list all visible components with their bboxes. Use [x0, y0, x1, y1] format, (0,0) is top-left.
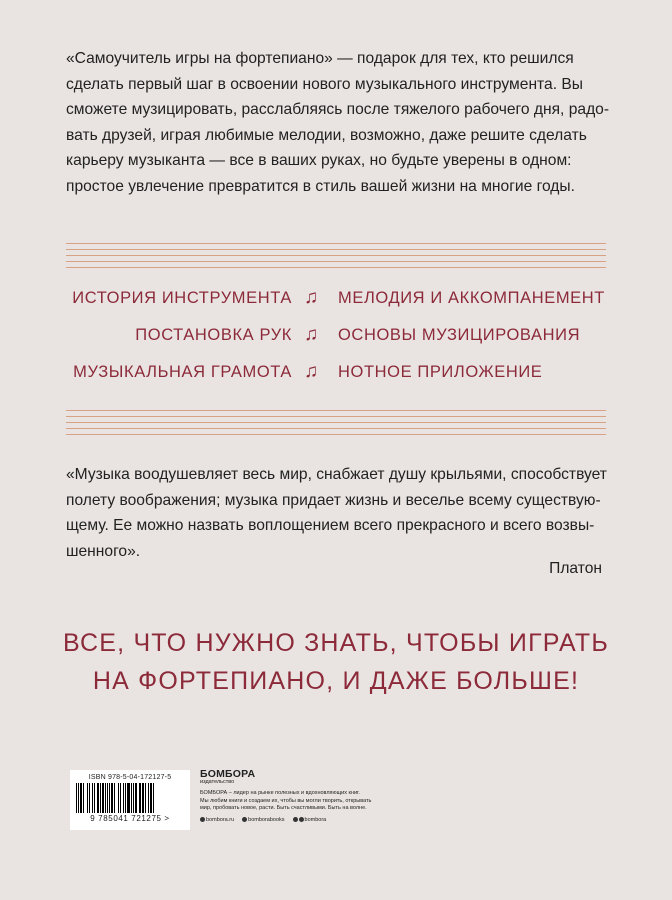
music-staff-bottom — [66, 410, 606, 440]
intro-line: сделать первый шаг в освоении нового музыкального инструмента. Вы — [66, 75, 583, 93]
publisher-subtitle: издательство — [200, 779, 235, 785]
music-note-icon: ♫ — [304, 287, 319, 308]
isbn-label: ISBN 978-5-04-172127-5 — [88, 774, 172, 781]
intro-line: карьеру музыканта — все в ваших руках, но будьте уверены в одном: — [66, 152, 572, 169]
intro-line: сможете музицировать, расслабляясь после тяжелого рабочего дня, радо- — [66, 101, 610, 118]
slogan — [0, 624, 672, 700]
telegram-icon — [299, 817, 304, 822]
publisher-description-line: БОМБОРА – лидер на рынке полезных и вдохновляющих книг. — [200, 790, 360, 796]
barcode-bars — [76, 783, 184, 813]
publisher-links — [200, 817, 420, 823]
barcode — [70, 770, 190, 830]
topic-item: МЕЛОДИЯ И АККОМПАНЕМЕНТ — [338, 289, 605, 307]
quote-line: полету воображения; музыка придает жизнь и веселье всему существую- — [66, 491, 601, 509]
publisher-block — [200, 768, 420, 823]
vk-icon — [242, 817, 247, 822]
publisher-description — [200, 790, 420, 813]
quote-line: «Музыка воодушевляет весь мир, снабжает душу крыльями, способствует — [66, 466, 607, 483]
topic-row — [0, 289, 672, 313]
website-link: bombora.ru — [200, 817, 234, 823]
quote-line: щему. Ее можно назвать воплощением всего прекрасного и всего возвы- — [66, 517, 595, 534]
topic-item: ПОСТАНОВКА РУК — [135, 326, 292, 344]
vk-link: bomborabooks — [242, 817, 284, 823]
music-staff-top — [66, 243, 606, 273]
quote-line: шенного». — [66, 542, 141, 560]
topic-item: НОТНОЕ ПРИЛОЖЕНИЕ — [338, 363, 543, 381]
topic-item: МУЗЫКАЛЬНАЯ ГРАМОТА — [73, 363, 292, 381]
quote-author: Платон — [549, 560, 602, 577]
publisher-description-line: Мы любим книги и создаем их, чтобы вы могли творить, открывать — [200, 797, 372, 804]
slogan-line: ВСЕ, ЧТО НУЖНО ЗНАТЬ, ЧТОБЫ ИГРАТЬ — [62, 629, 610, 657]
intro-line: «Самоучитель игры на фортепиано» — подарок для тех, кто решился — [66, 50, 574, 67]
music-note-icon: ♫ — [304, 361, 319, 382]
social-link: bombora — [293, 817, 327, 823]
topic-item: ОСНОВЫ МУЗИЦИРОВАНИЯ — [338, 326, 581, 344]
youtube-icon — [293, 817, 298, 822]
music-note-icon: ♫ — [304, 324, 319, 345]
globe-icon — [200, 817, 205, 822]
topic-item: ИСТОРИЯ ИНСТРУМЕНТА — [72, 289, 292, 307]
slogan-line: НА ФОРТЕПИАНО, И ДАЖЕ БОЛЬШЕ! — [92, 667, 580, 695]
topic-row — [0, 363, 672, 387]
publisher-description-line: мир, пробовать новое, расти. Быть счастливыми. Быть на волне. — [200, 805, 367, 811]
publisher-logo: БОМБОРА — [200, 768, 256, 780]
topic-row — [0, 326, 672, 350]
ean-digits: 9 785041 721275 > — [90, 814, 170, 823]
intro-line: простое увлечение превратится в стиль вашей жизни на многие годы. — [66, 177, 575, 195]
intro-paragraph — [66, 46, 610, 199]
intro-line: вать друзей, играя любимые мелодии, возможно, даже решите сделать — [66, 126, 587, 144]
quote-paragraph — [66, 462, 606, 564]
